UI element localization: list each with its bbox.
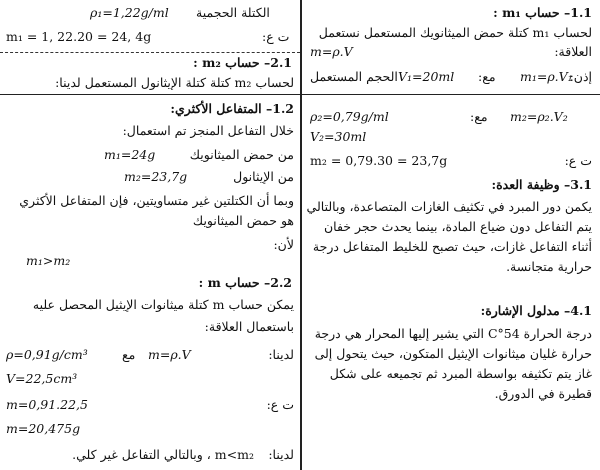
column-divider	[300, 0, 302, 470]
equation-v-225: V=22,5cm³	[6, 371, 78, 386]
equation-rho1: ρ₁=1,22g/ml	[90, 5, 169, 20]
section-2-2-line7-text: m<m₂ ، وبالتالي التفاعل غير كلي.	[72, 447, 254, 462]
section-1-1-title: 1.1– حساب m₁ :	[493, 5, 592, 20]
section-separator-right	[300, 94, 600, 95]
section-1-2-line2-txt: من حمض الميثانويك	[189, 147, 294, 162]
section-1-1-line3-label: إذن:	[569, 69, 592, 84]
equation-rho2: ρ₂=0,79g/ml	[310, 109, 389, 124]
dashed-separator	[0, 52, 300, 53]
section-separator-left	[0, 94, 300, 95]
section-1-1-line1: لحساب m₁ كتلة حمض الميثانويك المستعمل نستعمل	[318, 25, 592, 40]
equation-m2: m₂=ρ₂.V₂	[510, 109, 568, 124]
section-1-1-line3-with: مع:	[478, 69, 496, 84]
section-3-1-text: يكمن دور المبرد في تكثيف الغازات المتصاعدة، وبالتالي يتم التفاعل دون ضياع المادة، بينما يحدث حجر خفان أثناء التفاعل غازات، حيث تصبح للخليط المتفاعل درجة حرارية متجانسة.	[306, 199, 592, 274]
section-2-2-line3-label: لدينا:	[268, 347, 294, 362]
section-2-1-line1: لحساب m₂ كتلة كتلة الإيثانول المستعمل لدينا:	[55, 75, 294, 90]
section-2-2-line7-label: لدينا:	[268, 447, 294, 462]
section-1-2-title: 1.2– المتفاعل الأكثري:	[170, 101, 294, 116]
equation-v1: V₁=20ml	[398, 69, 455, 84]
section-2-2-line2: باستعمال العلاقة:	[204, 319, 294, 334]
section-2-2-line1: يمكن حساب m كتلة ميثانوات الإيثيل المحصل عليه	[32, 297, 294, 312]
section-2-2-title: 2.2– حساب m :	[198, 275, 292, 290]
section-1-2-line6: لأن:	[273, 237, 294, 252]
equation-m2-value: m₂ = 0,79.30 = 23,7g	[310, 153, 448, 168]
equation-m1: m₁=ρ.V₁	[520, 69, 573, 84]
section-1-2-line1: خلال التفاعل المنجز تم استعمال:	[122, 123, 294, 138]
numeric-app-label-0: ت ع:	[262, 29, 290, 44]
equation-m1-gt-m2: m₁>m₂	[26, 253, 71, 268]
equation-m2-237: m₂=23,7g	[124, 169, 188, 184]
equation-m-rho-v-2: m=ρ.V	[148, 347, 191, 362]
section-4-1-title: 4.1– مدلول الإشارة:	[480, 303, 592, 318]
section-1-2-line5: هو حمض الميثانويك	[192, 213, 294, 228]
section-2-2-line3-with: مع	[122, 347, 136, 362]
section-1-2-line4: وبما أن الكتلتين غير متساويتين، فإن المتفاعل الأكثري	[19, 193, 294, 208]
section-1-1-line3-volume: الحجم المستعمل	[310, 69, 398, 84]
numeric-app-label-1: ت ع:	[564, 153, 592, 168]
equation-rho-091: ρ=0,91g/cm³	[6, 347, 88, 362]
section-1-1-line4-with: مع:	[470, 109, 488, 124]
equation-m-result: m=20,475g	[6, 421, 81, 436]
section-3-1-title: 3.1– وظيفة العدة:	[491, 177, 592, 192]
equation-v2: V₂=30ml	[310, 129, 367, 144]
equation-m-calc: m=0,91.22,5	[6, 397, 88, 412]
section-4-1-text: درجة الحرارة 54°C التي يشير إليها المحرار هي درجة حرارة غليان ميثانوات الإيثيل المتكون، حيث يتحول إلى غاز يتم تكثيفه بواسطة المبرد ثم تجميعه على شكل قطيرة في الدورق.	[314, 326, 592, 401]
equation-m1-24: m₁=24g	[104, 147, 156, 162]
section-1-1-line2: العلاقة:	[554, 44, 592, 59]
section-2-1-title: 2.1– حساب m₂ :	[193, 55, 292, 70]
equation-m1-value: m₁ = 1, 22.20 = 24, 4g	[6, 29, 152, 44]
section-1-2-line3-txt: من الإيثانول	[233, 169, 294, 184]
numeric-app-label-2: ت ع:	[266, 397, 294, 412]
density-label: الكتلة الحجمية	[196, 5, 270, 20]
equation-m-rho-v: m=ρ.V	[310, 44, 353, 59]
